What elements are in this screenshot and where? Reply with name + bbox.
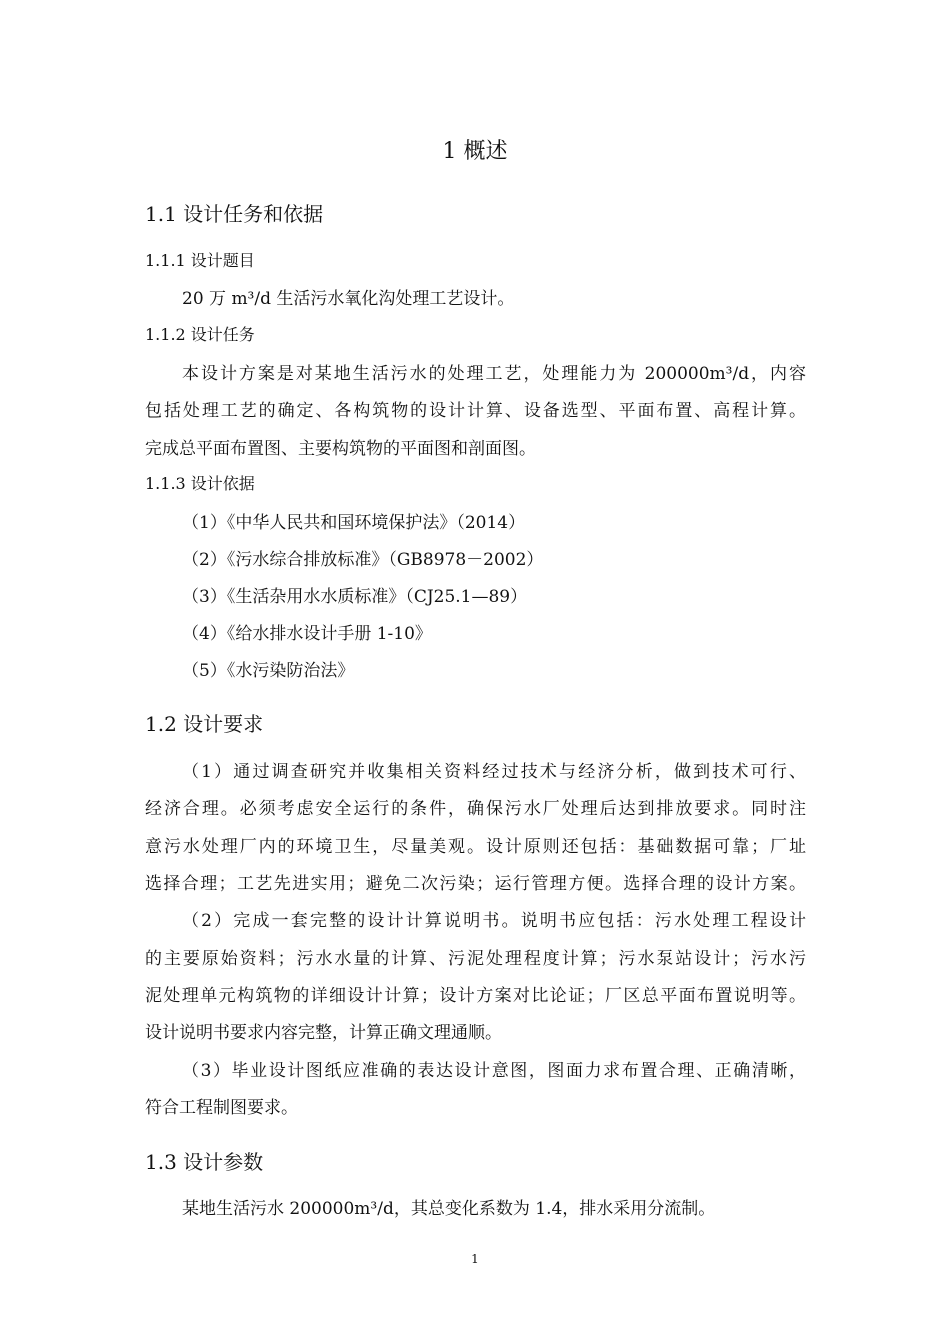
req2-line-1: （2）完成一套完整的设计计算说明书。说明书应包括：污水处理工程设计 xyxy=(182,911,806,931)
section-heading-1-1: 1.1 设计任务和依据 xyxy=(145,202,324,226)
req2-line-2: 的主要原始资料；污水水量的计算、污泥处理程度计算；污水泵站设计；污水污 xyxy=(145,949,806,969)
basis-item-4: （4）《给水排水设计手册 1-10》 xyxy=(182,624,432,644)
subsection-heading-1-1-3: 1.1.3 设计依据 xyxy=(145,474,255,493)
task-line-2: 包括处理工艺的确定、各构筑物的设计计算、设备选型、平面布置、高程计算。 xyxy=(145,401,806,421)
req1-line-3: 意污水处理厂内的环境卫生，尽量美观。设计原则还包括：基础数据可靠；厂址 xyxy=(145,837,806,857)
page-number: 1 xyxy=(471,1252,479,1266)
req3-line-1: （3）毕业设计图纸应准确的表达设计意图，图面力求布置合理、正确清晰， xyxy=(182,1061,806,1081)
section-heading-1-2: 1.2 设计要求 xyxy=(145,712,264,736)
req2-line-3: 泥处理单元构筑物的详细设计计算；设计方案对比论证；厂区总平面布置说明等。 xyxy=(145,986,806,1006)
design-parameters-text: 某地生活污水 200000m³/d，其总变化系数为 1.4，排水采用分流制。 xyxy=(182,1199,716,1219)
task-line-3: 完成总平面布置图、主要构筑物的平面图和剖面图。 xyxy=(145,439,536,459)
chapter-title: 1 概述 xyxy=(442,139,508,164)
subsection-heading-1-1-1: 1.1.1 设计题目 xyxy=(145,251,255,270)
design-topic-text: 20 万 m³/d 生活污水氧化沟处理工艺设计。 xyxy=(182,289,515,309)
basis-item-1: （1）《中华人民共和国环境保护法》（2014） xyxy=(182,513,526,533)
req1-line-2: 经济合理。必须考虑安全运行的条件，确保污水厂处理后达到排放要求。同时注 xyxy=(145,799,806,819)
req1-line-1: （1）通过调查研究并收集相关资料经过技术与经济分析，做到技术可行、 xyxy=(182,762,806,782)
section-heading-1-3: 1.3 设计参数 xyxy=(145,1150,264,1174)
task-line-1: 本设计方案是对某地生活污水的处理工艺，处理能力为 200000m³/d，内容 xyxy=(182,364,806,384)
req3-line-2: 符合工程制图要求。 xyxy=(145,1098,298,1118)
subsection-heading-1-1-2: 1.1.2 设计任务 xyxy=(145,325,255,344)
req1-line-4: 选择合理；工艺先进实用；避免二次污染；运行管理方便。选择合理的设计方案。 xyxy=(145,874,806,894)
basis-item-3: （3）《生活杂用水水质标准》（CJ25.1—89） xyxy=(182,587,528,607)
basis-item-5: （5）《水污染防治法》 xyxy=(182,661,355,681)
basis-item-2: （2）《污水综合排放标准》（GB8978－2002） xyxy=(182,550,544,570)
req2-line-4: 设计说明书要求内容完整，计算正确文理通顺。 xyxy=(145,1023,502,1043)
